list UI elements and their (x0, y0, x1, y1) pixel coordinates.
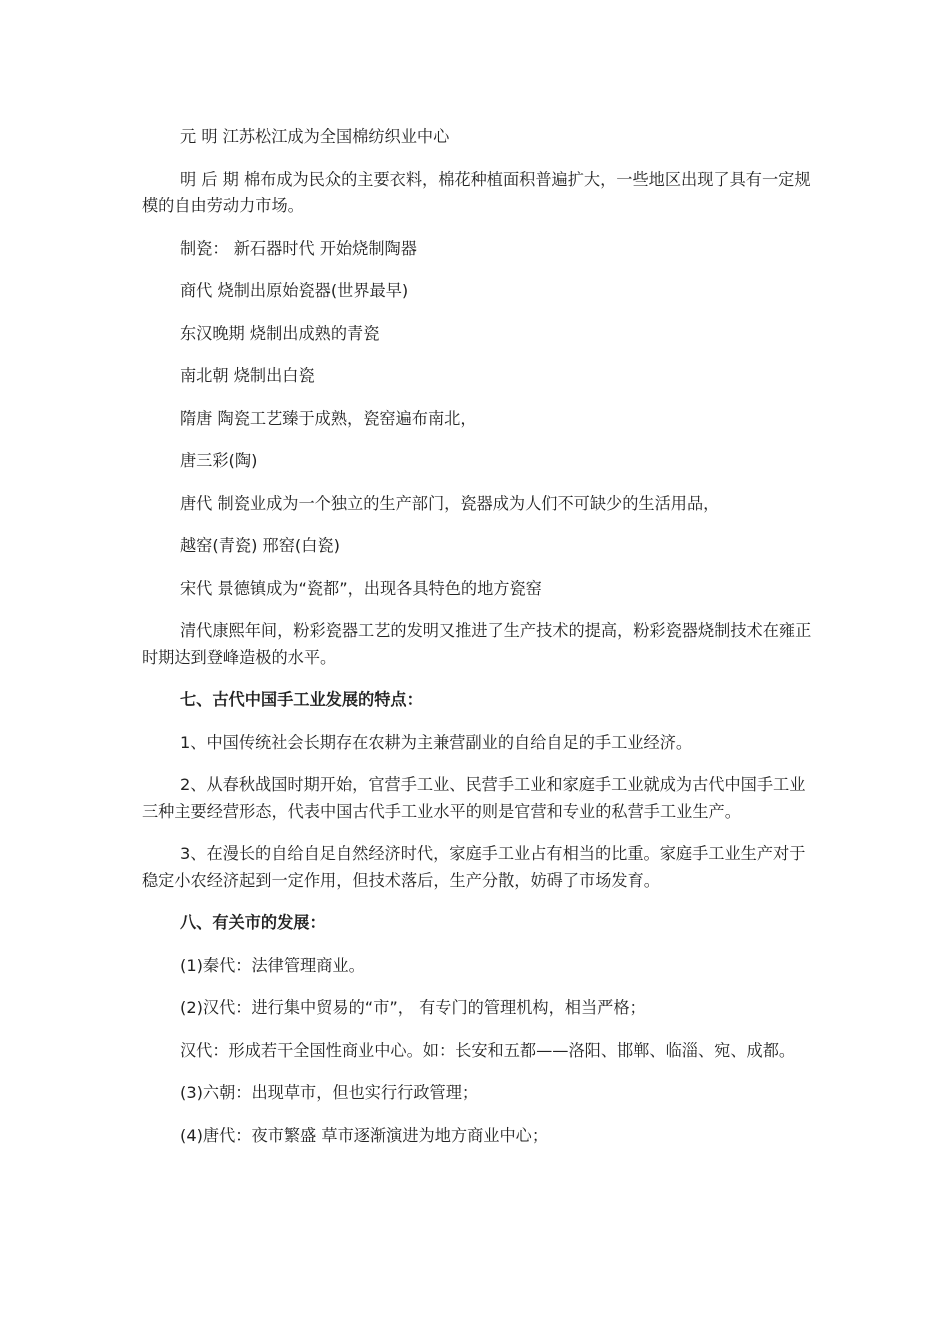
paragraph: 唐代 制瓷业成为一个独立的生产部门，瓷器成为人们不可缺少的生活用品， (180, 493, 720, 513)
paragraph: 2、从春秋战国时期开始，官营手工业、民营手工业和家庭手工业就成为古代中国手工业三种主要经营形态，代表中国古代手工业水平的则是官营和专业的私营手工业生产。 (142, 775, 806, 821)
paragraph: (1)秦代：法律管理商业。 (180, 955, 365, 975)
paragraph: (4)唐代：夜市繁盛 草市逐渐演进为地方商业中心； (180, 1125, 549, 1145)
paragraph: 宋代 景德镇成为“瓷都”，出现各具特色的地方瓷窑 (180, 578, 542, 598)
paragraph: 3、在漫长的自给自足自然经济时代，家庭手工业占有相当的比重。家庭手工业生产对于稳定小农经济起到一定作用，但技术落后，生产分散，妨碍了市场发育。 (142, 844, 806, 890)
paragraph: 清代康熙年间，粉彩瓷器工艺的发明又推进了生产技术的提高，粉彩瓷器烧制技术在雍正时期达到登峰造极的水平。 (142, 621, 812, 667)
section-heading: 八、有关市的发展： (180, 913, 326, 932)
paragraph: 汉代：形成若干全国性商业中心。如：长安和五都——洛阳、邯郸、临淄、宛、成都。 (180, 1040, 796, 1060)
paragraph: 商代 烧制出原始瓷器(世界最早) (180, 281, 409, 300)
paragraph: 隋唐 陶瓷工艺臻于成熟，瓷窑遍布南北， (180, 408, 477, 428)
paragraph: 唐三彩(陶) (180, 451, 258, 470)
section-heading: 七、古代中国手工业发展的特点： (180, 690, 423, 709)
paragraph: 1、中国传统社会长期存在农耕为主兼营副业的自给自足的手工业经济。 (180, 732, 693, 752)
paragraph: (3)六朝：出现草市，但也实行行政管理； (180, 1083, 479, 1102)
paragraph: 南北朝 烧制出白瓷 (180, 366, 315, 385)
paragraph: 明 后 期 棉布成为民众的主要衣料，棉花种植面积普遍扩大，一些地区出现了具有一定规模的自由劳动力市场。 (142, 169, 811, 215)
document-body (142, 124, 814, 1165)
paragraph: 制瓷： 新石器时代 开始烧制陶器 (180, 238, 417, 258)
paragraph: 东汉晚期 烧制出成熟的青瓷 (180, 323, 380, 343)
paragraph: 越窑(青瓷) 邢窑(白瓷) (180, 536, 340, 555)
paragraph: 元 明 江苏松江成为全国棉纺织业中心 (180, 127, 450, 146)
paragraph: (2)汉代：进行集中贸易的“市”， 有专门的管理机构，相当严格； (180, 998, 646, 1017)
